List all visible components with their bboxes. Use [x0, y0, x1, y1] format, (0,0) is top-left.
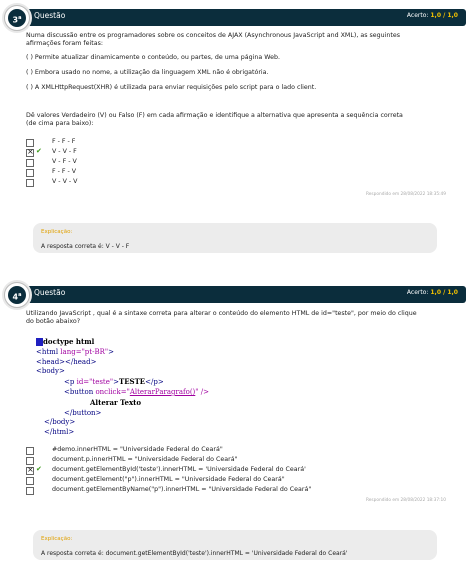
option-checkbox[interactable]	[26, 477, 34, 485]
question-score: Acerto: 1,0 / 1,0	[406, 12, 458, 19]
question-title: Questão	[34, 11, 66, 20]
explanation-text: A resposta correta é: V - V - F	[41, 243, 130, 250]
answered-timestamp: Respondido em 28/08/2022 18:37:10	[365, 498, 446, 503]
answer-option[interactable]: V - V - V	[26, 178, 446, 187]
answer-option[interactable]: document.getElementByName("p").innerHTML = "Universidade Federal do Ceará"	[26, 486, 446, 495]
answer-option-selected[interactable]: × ✔ document.getElementById('teste').innerHTML = 'Universidade Federal do Ceará'	[26, 466, 446, 475]
question-number-badge: 4$^a$	[4, 282, 30, 308]
question-header	[14, 286, 466, 303]
question-prompt: Numa discussão entre os programadores sobre os conceitos de AJAX (Asynchronous JavaScript and XML), as seguintes afirmações foram feitas:	[26, 32, 400, 47]
question-title: Questão	[34, 288, 66, 297]
answer-option[interactable]: F - F - F	[26, 138, 446, 147]
option-checkbox-checked[interactable]	[26, 149, 34, 157]
correct-check-icon: ✔	[36, 147, 42, 155]
option-checkbox[interactable]	[26, 159, 34, 167]
answer-option[interactable]: F - F - V	[26, 168, 446, 177]
answer-option[interactable]: #demo.innerHTML = "Universidade Federal do Ceará"	[26, 446, 446, 455]
option-checkbox[interactable]	[26, 457, 34, 465]
explanation-text: A resposta correta é: document.getElementById('teste').innerHTML = 'Universidade Federal do Ceará'	[41, 550, 348, 557]
answered-timestamp: Respondido em 28/08/2022 18:35:49	[365, 192, 446, 197]
explanation-box	[33, 530, 437, 560]
answer-option[interactable]: V - F - V	[26, 158, 446, 167]
option-checkbox[interactable]	[26, 447, 34, 455]
option-checkbox-checked[interactable]	[26, 467, 34, 475]
question-header	[14, 9, 466, 26]
option-checkbox[interactable]	[26, 139, 34, 147]
code-snippet: __doctype html <html lang="pt-BR"> <head></head> <body> <p id="teste">TESTE</p> <button onclick="AlterarParagrafo()" /> Alterar Texto </button> </body> </html>	[36, 337, 209, 437]
answer-option[interactable]: document.p.innerHTML = "Universidade Federal do Ceará"	[26, 456, 446, 465]
explanation-title: Explicação:	[41, 229, 73, 235]
question-score: Acerto: 1,0 / 1,0	[406, 289, 458, 296]
explanation-box	[33, 223, 437, 253]
explanation-title: Explicação:	[41, 536, 73, 542]
option-checkbox[interactable]	[26, 179, 34, 187]
question-prompt: Utilizando JavaScript , qual é a sintaxe correta para alterar o conteúdo do elemento HTML de id="teste", por meio do clique do botão abaixo?	[26, 310, 417, 325]
statement-1: ( ) Permite atualizar dinamicamente o conteúdo, ou partes, de uma página Web.	[26, 54, 280, 61]
statement-3: ( ) A XMLHttpRequest(XHR) é utilizada para enviar requisições pelo script para o lado client.	[26, 84, 317, 91]
statement-2: ( ) Embora usado no nome, a utilização da linguagem XML não é obrigatória.	[26, 69, 269, 76]
correct-check-icon: ✔	[36, 465, 42, 473]
question-instructions: Dê valores Verdadeiro (V) ou Falso (F) em cada afirmação e identifique a alternativa que apresenta a sequência correta (de cima para baixo):	[26, 112, 403, 127]
option-checkbox[interactable]	[26, 487, 34, 495]
answer-option-selected[interactable]: × ✔ V - V - F	[26, 148, 446, 157]
answer-option[interactable]: document.getElement("p").innerHTML = "Universidade Federal do Ceará"	[26, 476, 446, 485]
option-checkbox[interactable]	[26, 169, 34, 177]
question-number-badge: 3$^a$	[4, 5, 30, 31]
